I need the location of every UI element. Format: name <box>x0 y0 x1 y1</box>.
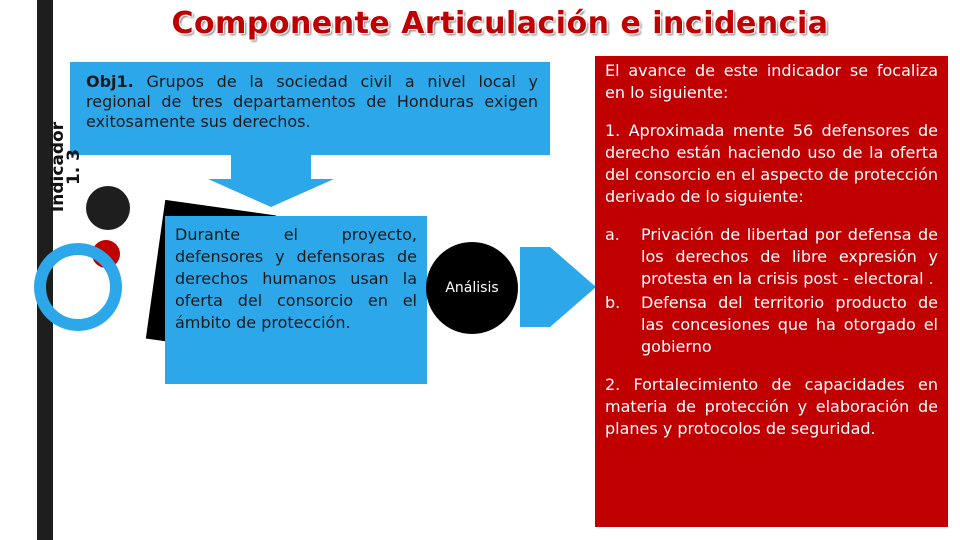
list-marker: a. <box>605 225 620 244</box>
list-item <box>605 224 938 290</box>
progress-panel <box>595 56 948 527</box>
list-item <box>605 292 938 358</box>
list-marker: b. <box>605 293 621 312</box>
right-arrow-icon <box>520 247 600 327</box>
objective-label: Obj1. <box>86 72 134 91</box>
indicator-description: Durante el proyecto, defensores y defensoras de derechos humanos usan la oferta del consorcio en el ámbito de protección. <box>165 216 427 384</box>
slide-title: Componente Articulación e incidencia <box>171 6 829 41</box>
panel-sublist <box>605 224 938 358</box>
indicator-label <box>50 112 110 222</box>
analysis-circle: Análisis <box>426 242 518 334</box>
panel-intro: El avance de este indicador se focaliza en lo siguiente: <box>605 61 938 102</box>
objective-box <box>70 62 550 155</box>
indicator-line2: 1. 3 <box>64 148 84 186</box>
down-arrow-icon <box>206 153 336 209</box>
list-text: Privación de libertad por defensa de los derechos de libre expresión y protesta en la crisis post - electoral . <box>641 225 938 288</box>
panel-point-2: 2. Fortalecimiento de capacidades en materia de protección y elaboración de planes y protocolos de seguridad. <box>605 375 938 438</box>
panel-point-1: 1. Aproximada mente 56 defensores de derecho están haciendo uso de la oferta del consorcio en el aspecto de protección derivado de lo siguiente: <box>605 121 938 206</box>
objective-text: Grupos de la sociedad civil a nivel local y regional de tres departamentos de Honduras exigen exitosamente sus derechos. <box>86 72 538 131</box>
indicator-line1: Indicador <box>48 121 68 213</box>
blue-ring-icon <box>40 249 116 325</box>
list-text: Defensa del territorio producto de las concesiones que ha otorgado el gobierno <box>641 293 938 356</box>
